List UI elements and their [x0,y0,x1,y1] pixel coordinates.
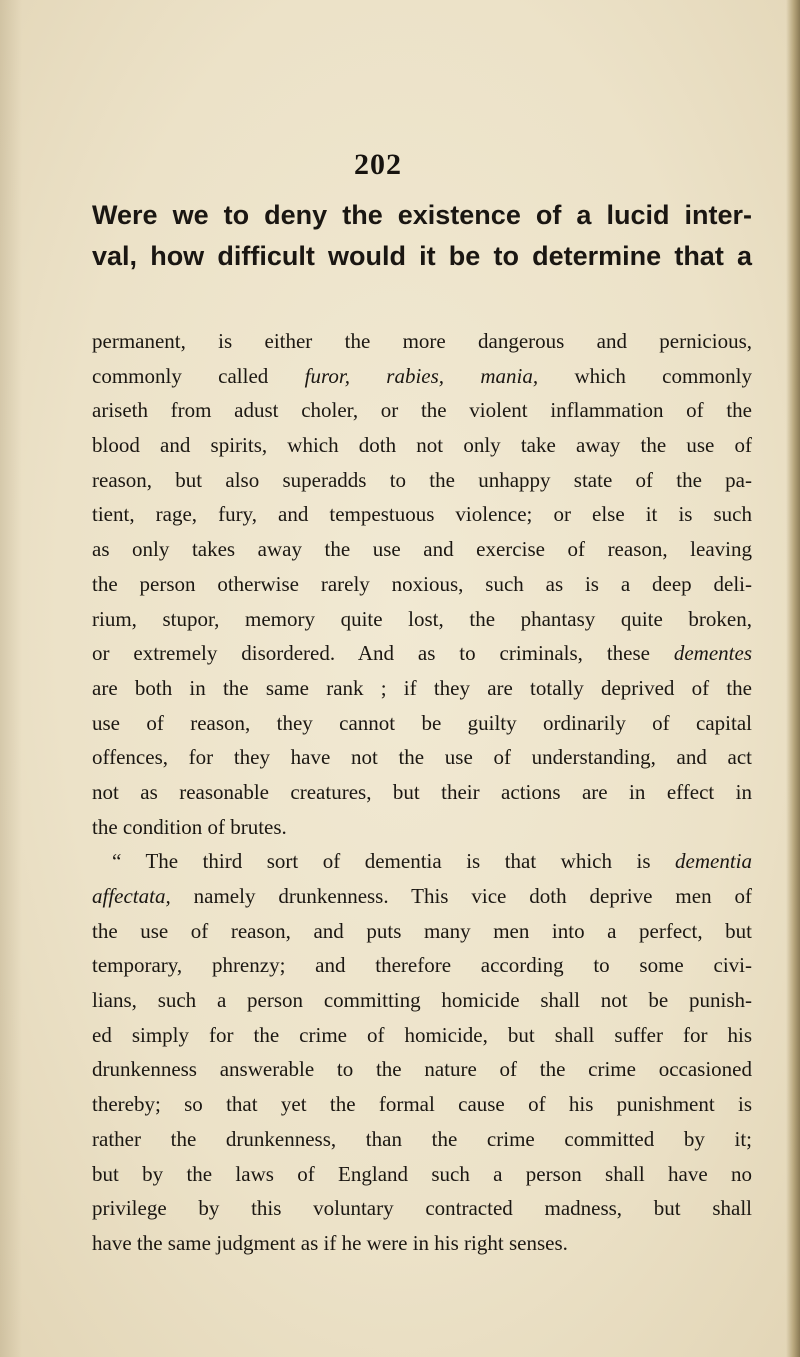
text-line [92,775,752,810]
italic-text: dementes [673,641,752,666]
text-run: which commonly [538,363,752,388]
text-run: blood and spirits, which doth not only take away the use of [92,433,752,458]
heading-line: val, how difficult would it be to determine that a [92,241,752,271]
text-run: thereby; so that yet the formal cause of his punishment is [92,1092,752,1117]
text-run: rather the drunkenness, than the crime committed by it; [92,1126,752,1151]
text-line [92,1122,752,1157]
text-run: but by the laws of England such a person shall have no [92,1161,752,1186]
text-run: use of reason, they cannot be guilty ordinarily of capital [92,710,752,735]
text-line [92,914,752,949]
text-run: offences, for they have not the use of understanding, and act [92,745,752,770]
italic-text: affectata, [92,884,171,908]
page-number: 202 [354,148,402,181]
text-run: tient, rage, fury, and tempestuous violence; or else it is such [92,502,752,527]
text-run: “ The third sort of dementia is that which is [112,849,676,874]
text-run: the use of reason, and puts many men into a perfect, but [92,918,752,943]
text-line [92,532,752,567]
text-run: the person otherwise rarely noxious, such as is a deep deli- [92,571,752,596]
text-run: lians, such a person committing homicide shall not be punish- [92,988,752,1013]
text-line [92,740,752,775]
text-run: or extremely disordered. And as to criminals, these [92,641,674,666]
text-run: namely drunkenness. This vice doth deprive men of [170,884,752,908]
text-line [92,948,752,983]
text-line [92,567,752,602]
text-line [92,497,752,532]
text-line [92,879,752,914]
text-line [92,1087,752,1122]
text-line [92,1052,752,1087]
text-run: as only takes away the use and exercise of reason, leaving [92,537,752,562]
text-line [92,810,752,845]
page-gutter-shadow [0,0,22,1357]
text-line [92,1226,752,1261]
text-line [92,844,752,879]
text-line [92,636,752,671]
text-run: permanent, is either the more dangerous and pernicious, [92,329,752,353]
text-line [92,393,752,428]
text-run: not as reasonable creatures, but their actions are in effect in [92,779,752,804]
text-run: ariseth from adust choler, or the violent inflammation of the [92,398,752,423]
text-run: have the same judgment as if he were in his right senses. [92,1230,568,1255]
text-run: ed simply for the crime of homicide, but shall suffer for his [92,1022,752,1047]
text-run: are both in the same rank ; if they are totally deprived of the [92,675,752,700]
text-run: privilege by this voluntary contracted madness, but shall [92,1196,752,1221]
text-run: the condition of brutes. [92,814,287,839]
heading [92,195,752,277]
text-line [92,602,752,637]
page-edge [786,0,800,1357]
text-line [92,983,752,1018]
text-line [92,1018,752,1053]
text-run: reason, but also superadds to the unhappy state of the pa- [92,467,752,492]
text-line [92,359,752,394]
text-line [92,463,752,498]
text-line [92,706,752,741]
text-run: commonly called [92,363,305,388]
text-line [92,1191,752,1226]
text-line [92,1157,752,1192]
text-line [92,324,752,359]
text-run: temporary, phrenzy; and therefore according to some civi- [92,953,752,978]
italic-text: dementia [675,849,752,874]
text-line [92,671,752,706]
text-run: drunkenness answerable to the nature of the crime occasioned [92,1057,752,1082]
text-run: rium, stupor, memory quite lost, the phantasy quite broken, [92,606,752,631]
heading-line: Were we to deny the existence of a lucid inter- [92,200,752,230]
italic-text: furor, rabies, mania, [304,363,539,388]
body-text [92,324,752,1261]
text-line [92,428,752,463]
